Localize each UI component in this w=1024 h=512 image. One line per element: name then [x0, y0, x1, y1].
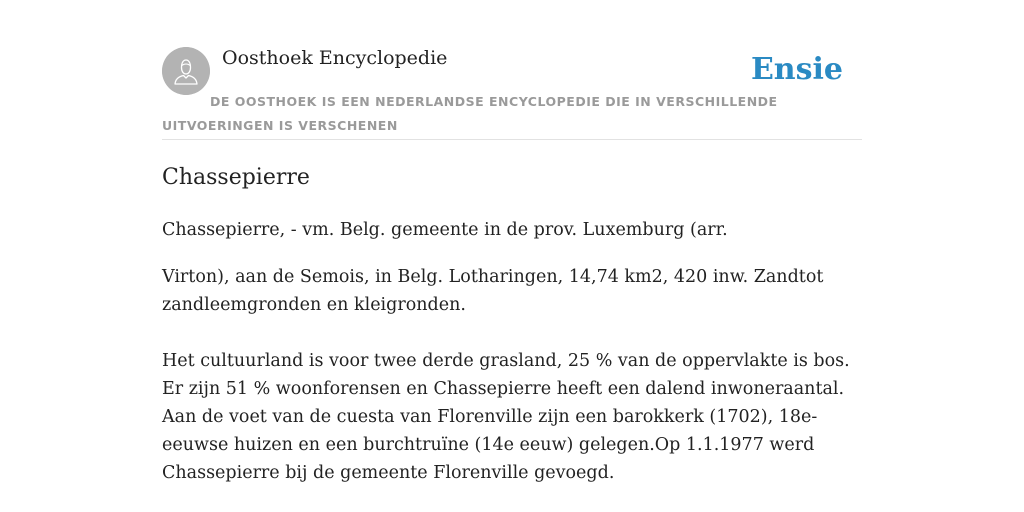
- site-tagline: DE OOSTHOEK IS EEN NEDERLANDSE ENCYCLOPEDIE DIE IN VERSCHILLENDE UITVOERINGEN IS VERSCHENEN: [162, 94, 778, 133]
- article-paragraph: Het cultuurland is voor twee derde grasland, 25 % van de oppervlakte is bos. Er zijn 51 % woonforensen en Chassepierre heeft een dalend inwoneraantal. Aan de voet van de cuesta van Florenville zijn een barokkerk (1702), 18e-eeuwse huizen en een burchtruïne (14e eeuw) gelegen.Op 1.1.1977 werd Chassepierre bij de gemeente Florenville gevoegd.: [162, 351, 850, 483]
- article-title: Chassepierre: [162, 165, 310, 190]
- article-paragraph: Virton), aan de Semois, in Belg. Lotharingen, 14,74 km2, 420 inw. Zandtot zandleemgronden en kleigronden.: [162, 267, 824, 315]
- brand-logo[interactable]: Ensie: [750, 52, 843, 87]
- avatar[interactable]: [162, 47, 210, 95]
- header-divider: [162, 139, 862, 140]
- site-name[interactable]: Oosthoek Encyclopedie: [222, 47, 448, 69]
- article-paragraph: Chassepierre, - vm. Belg. gemeente in de prov. Luxemburg (arr.: [162, 220, 728, 240]
- site-header: [162, 40, 862, 140]
- user-silhouette-icon: [162, 47, 210, 95]
